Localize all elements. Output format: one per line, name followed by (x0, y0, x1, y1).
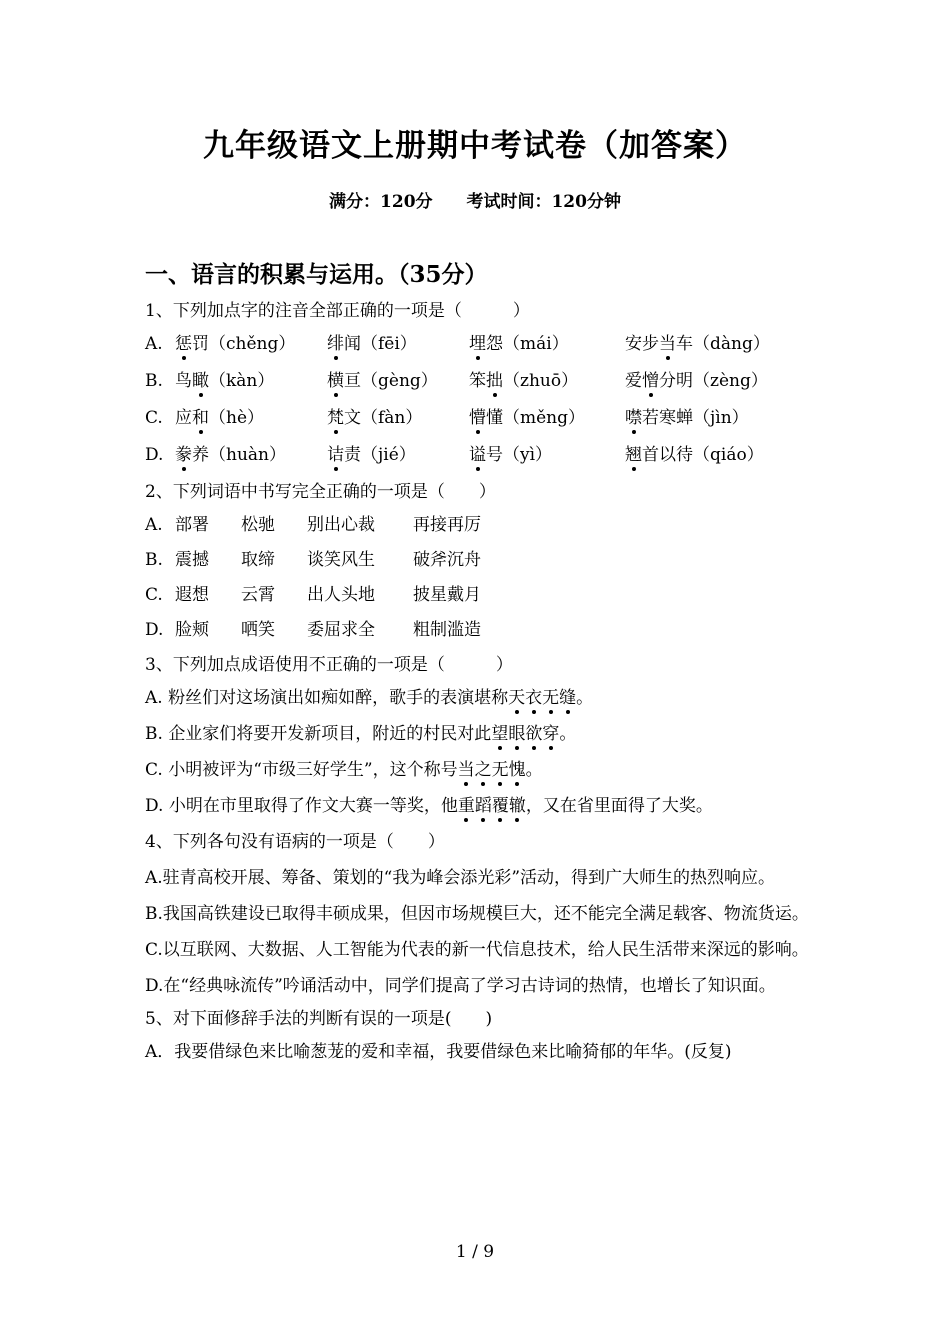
dotted-char: 愧 (509, 755, 526, 785)
full-score: 满分：120分 (329, 192, 433, 212)
dotted-char: 诘 (327, 440, 344, 470)
word-item: 取缔 (241, 550, 275, 570)
question-3-option-row (145, 791, 810, 827)
questions (145, 296, 810, 1073)
pinyin-item: 笨拙（zhuō） (469, 366, 625, 396)
word-item: 披星戴月 (413, 585, 481, 605)
word-item: 谈笑风生 (307, 550, 375, 570)
question-5-option-a: A．我要借绿色来比喻葱茏的爱和幸福，我要借绿色来比喻猗郁的年华。(反复) (145, 1042, 732, 1062)
question-3-options (145, 683, 810, 827)
option-label: D. (145, 445, 164, 465)
question-2-options (145, 510, 810, 650)
question-1-option-row (145, 440, 810, 477)
question-3-option-row (145, 719, 810, 755)
dotted-idiom (491, 724, 559, 744)
word-item: 云霄 (241, 585, 275, 605)
word-item: 别出心裁 (307, 515, 375, 535)
option-label: A. (145, 688, 169, 708)
word-item: 出人头地 (307, 585, 375, 605)
dotted-char: 绯 (327, 329, 344, 359)
word-item: 部署 (175, 515, 209, 535)
dotted-char: 欲 (525, 719, 542, 749)
dotted-char: 埋 (469, 329, 486, 359)
word-item: 遐想 (175, 585, 209, 605)
dotted-char: 和 (192, 403, 209, 433)
dotted-char: 眼 (508, 719, 525, 749)
dotted-char: 当 (659, 329, 676, 359)
word-item: 松驰 (241, 515, 275, 535)
option-label: B. (145, 550, 163, 570)
word-item: 破斧沉舟 (413, 550, 481, 570)
sentence-text: 企业家们将要开发新项目，附近的村民对此 (168, 724, 492, 744)
question-2-option-row (145, 615, 810, 650)
dotted-char: 之 (475, 755, 492, 785)
option-label: B. (145, 724, 169, 744)
option-label: D. (145, 796, 169, 816)
dotted-char: 拙 (486, 366, 503, 396)
sentence-text: 小明被评为“市级三好学生”，这个称号 (168, 760, 458, 780)
dotted-char: 无 (542, 683, 559, 713)
pinyin-item: 鸟瞰（kàn） (175, 366, 327, 396)
sentence-end: 。 (576, 688, 594, 708)
question-1-options (145, 329, 810, 477)
question-4-option-b: B.我国高铁建设已取得丰硕成果，但因市场规模巨大，还不能完全满足载客、物流货运。 (145, 904, 809, 924)
word-item: 哂笑 (241, 620, 275, 640)
dotted-char: 瞰 (192, 366, 209, 396)
dotted-char: 辙 (509, 791, 526, 821)
pinyin-item: 绯闻（fēi） (327, 329, 469, 359)
dotted-char: 横 (327, 366, 344, 396)
question-3-option-row (145, 755, 810, 791)
dotted-char: 重 (458, 791, 475, 821)
dotted-char: 惩 (175, 329, 192, 359)
dotted-char: 无 (492, 755, 509, 785)
dotted-char: 衣 (525, 683, 542, 713)
dotted-char: 覆 (492, 791, 509, 821)
dotted-char: 穿 (542, 719, 559, 749)
dotted-char: 望 (491, 719, 508, 749)
option-label: D. (145, 620, 164, 640)
pinyin-item: 爱憎分明（zèng） (625, 366, 768, 396)
dotted-char: 谥 (469, 440, 486, 470)
option-label: A. (145, 334, 163, 354)
question-2-stem: 2、下列词语中书写完全正确的一项是（ ） (145, 482, 496, 502)
dotted-char: 翘 (625, 440, 642, 470)
sentence-end: 。 (525, 760, 543, 780)
question-5-stem: 5、对下面修辞手法的判断有误的一项是( ) (145, 1009, 493, 1029)
question-1-option-row (145, 329, 810, 366)
pinyin-item: 埋怨（mái） (469, 329, 625, 359)
dotted-char: 豢 (175, 440, 192, 470)
dotted-char: 缝 (559, 683, 576, 713)
dotted-char: 噤 (625, 403, 642, 433)
question-4-option-c: C.以互联网、大数据、人工智能为代表的新一代信息技术，给人民生活带来深远的影响。 (145, 940, 809, 960)
sentence-text: 粉丝们对这场演出如痴如醉，歌手的表演堪称 (168, 688, 509, 708)
dotted-idiom (508, 688, 576, 708)
dotted-char: 蹈 (475, 791, 492, 821)
pinyin-item: 豢养（huàn） (175, 440, 327, 470)
question-1-option-row (145, 403, 810, 440)
dotted-char: 梵 (327, 403, 344, 433)
question-1-option-row (145, 366, 810, 403)
dotted-idiom (458, 760, 526, 780)
pinyin-item: 梵文（fàn） (327, 403, 469, 433)
question-4-option-d: D.在“经典咏流传”吟诵活动中，同学们提高了学习古诗词的热情，也增长了知识面。 (145, 976, 776, 996)
pinyin-item: 横亘（gèng） (327, 366, 469, 396)
question-3-option-row (145, 683, 810, 719)
question-1-stem: 1、下列加点字的注音全部正确的一项是（ ） (145, 301, 530, 321)
dotted-char: 憎 (642, 366, 659, 396)
sentence-text: 小明在市里取得了作文大赛一等奖，他 (168, 796, 458, 816)
section-heading: 一、语言的积累与运用。（35分） (145, 261, 488, 288)
pinyin-item: 噤若寒蝉（jìn） (625, 403, 749, 433)
dotted-char: 当 (458, 755, 475, 785)
word-item: 粗制滥造 (413, 620, 481, 640)
pinyin-item: 翘首以待（qiáo） (625, 440, 764, 470)
exam-meta (0, 187, 950, 212)
pinyin-item: 懵懂（měng） (469, 403, 625, 433)
exam-time: 考试时间：120分钟 (466, 192, 621, 212)
question-4-stem: 4、下列各句没有语病的一项是（ ） (145, 832, 445, 852)
option-label: C. (145, 760, 169, 780)
question-2-option-row (145, 545, 810, 580)
pinyin-item: 惩罚（chěng） (175, 329, 327, 359)
pinyin-item: 谥号（yì） (469, 440, 625, 470)
page-number: 1 / 9 (455, 1242, 495, 1262)
word-item: 再接再厉 (413, 515, 481, 535)
question-4-option-a: A.驻青高校开展、筹备、策划的“我为峰会添光彩”活动，得到广大师生的热烈响应。 (145, 868, 776, 888)
option-label: B. (145, 371, 163, 391)
option-label: A. (145, 515, 163, 535)
word-item: 脸颊 (175, 620, 209, 640)
dotted-char: 懵 (469, 403, 486, 433)
word-item: 委屈求全 (307, 620, 375, 640)
dotted-idiom (458, 796, 526, 816)
sentence-end: ，又在省里面得了大奖。 (525, 796, 713, 816)
word-item: 震撼 (175, 550, 209, 570)
pinyin-item: 应和（hè） (175, 403, 327, 433)
page-title: 九年级语文上册期中考试卷（加答案） (203, 128, 747, 164)
question-2-option-row (145, 580, 810, 615)
option-label: C. (145, 408, 163, 428)
sentence-end: 。 (559, 724, 577, 744)
pinyin-item: 诘责（jié） (327, 440, 469, 470)
option-label: C. (145, 585, 163, 605)
question-3-stem: 3、下列加点成语使用不正确的一项是（ ） (145, 655, 513, 675)
dotted-char: 天 (508, 683, 525, 713)
question-2-option-row (145, 510, 810, 545)
pinyin-item: 安步当车（dàng） (625, 329, 770, 359)
